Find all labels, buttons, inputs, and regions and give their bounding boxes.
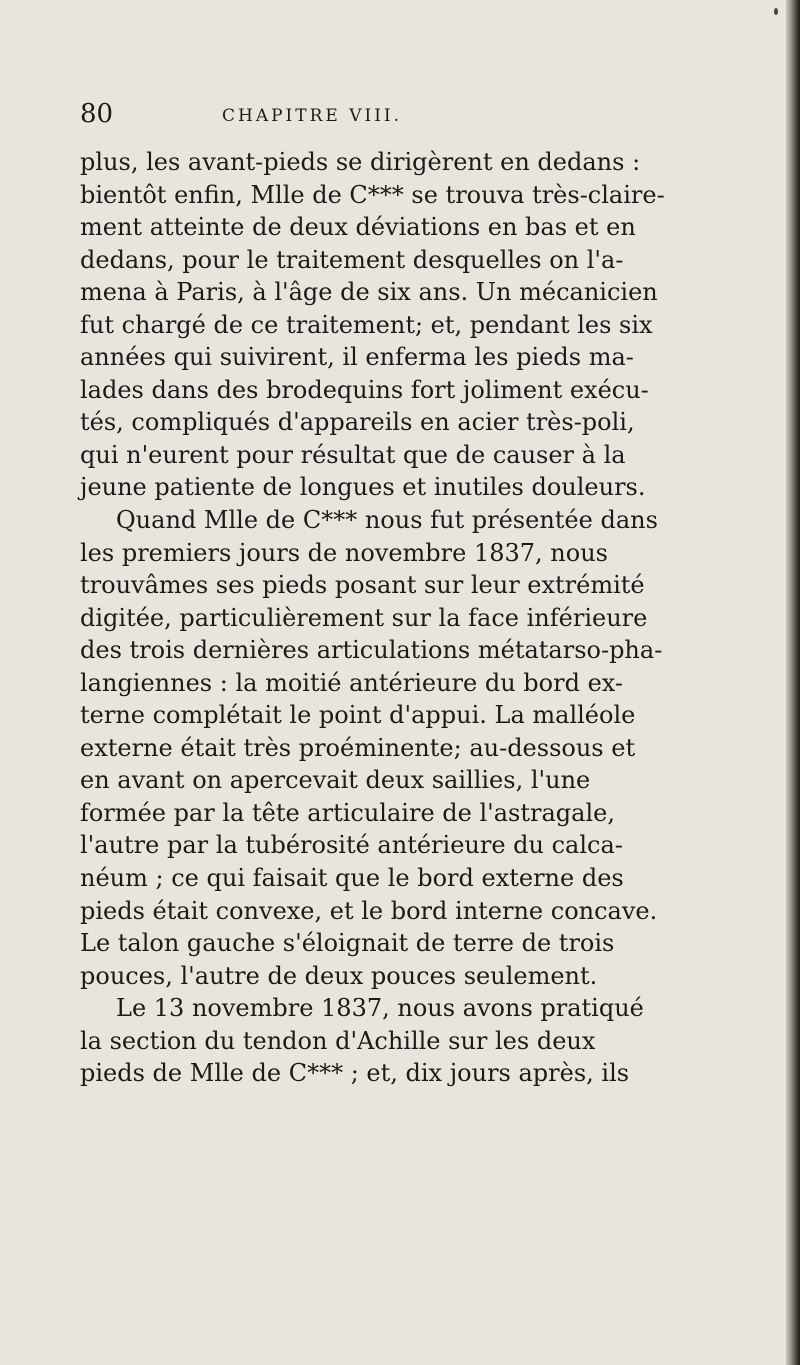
text-line: digitée, particulièrement sur la face inférieure [80,603,648,632]
text-line: bientôt enfin, Mlle de C*** se trouva très-claire- [80,180,665,209]
text-line: la section du tendon d'Achille sur les deux [80,1026,596,1055]
text-line: les premiers jours de novembre 1837, nous [80,538,608,567]
paragraph-start-line: Le 13 novembre 1837, nous avons pratiqué [116,994,644,1023]
body-text [80,146,740,1090]
text-line: lades dans des brodequins fort joliment exécu- [80,375,649,404]
text-line: des trois dernières articulations métatarso-pha- [80,636,663,665]
text-line: formée par la tête articulaire de l'astragale, [80,798,615,827]
text-line: pouces, l'autre de deux pouces seulement. [80,961,598,990]
text-line: jeune patiente de longues et inutiles douleurs. [80,473,646,502]
paragraph-start-line: Quand Mlle de C*** nous fut présentée dans [116,506,658,535]
running-head: CHAPITRE VIII. [222,106,403,126]
text-line: pieds était convexe, et le bord interne concave. [80,896,658,925]
text-line: qui n'eurent pour résultat que de causer à la [80,440,626,469]
ink-speck [774,8,778,15]
text-line: en avant on apercevait deux saillies, l'une [80,766,591,795]
page-number: 80 [80,99,114,129]
text-line: l'autre par la tubérosité antérieure du calca- [80,831,623,860]
text-line: mena à Paris, à l'âge de six ans. Un mécanicien [80,278,658,307]
text-line: dedans, pour le traitement desquelles on l'a- [80,245,624,274]
book-binding-edge [786,0,800,1365]
text-line: fut chargé de ce traitement; et, pendant les six [80,310,653,339]
text-line: années qui suivirent, il enferma les pieds ma- [80,343,634,372]
text-line: langiennes : la moitié antérieure du bord ex- [80,668,623,697]
text-line: pieds de Mlle de C*** ; et, dix jours après, ils [80,1059,630,1088]
text-line: terne complétait le point d'appui. La malléole [80,701,636,730]
text-line: externe était très proéminente; au-dessous et [80,733,636,762]
text-line: ment atteinte de deux déviations en bas et en [80,213,636,242]
text-line: Le talon gauche s'éloignait de terre de trois [80,929,615,958]
text-line: tés, compliqués d'appareils en acier très-poli, [80,408,635,437]
text-line: néum ; ce qui faisait que le bord externe des [80,864,624,893]
text-line: plus, les avant-pieds se dirigèrent en dedans : [80,148,641,176]
text-line: trouvâmes ses pieds posant sur leur extrémité [80,571,645,600]
